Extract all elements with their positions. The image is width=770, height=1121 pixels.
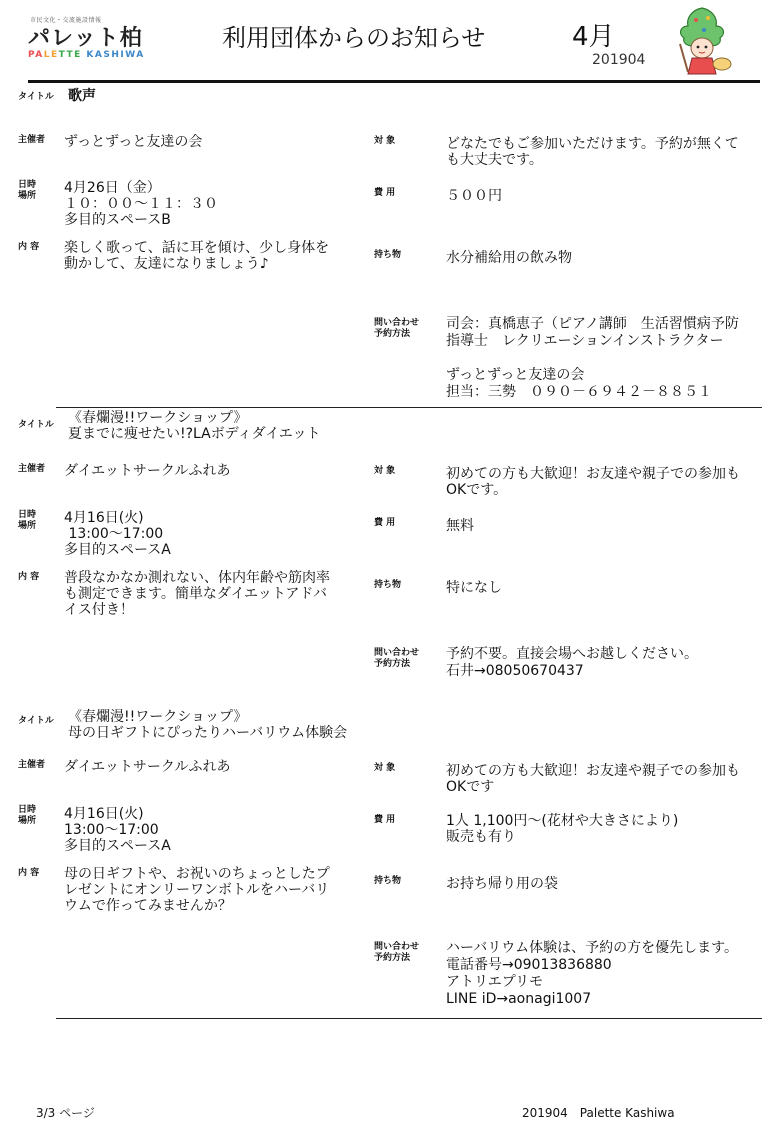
datetime-label: 日時 場所 [18,805,37,826]
fee-label: 費 用 [374,188,396,198]
logo-subtext: PALETTE KASHIWA [28,50,145,60]
belongings-label: 持ち物 [374,876,402,886]
target-value: 初めての方も大歓迎！お友達や親子での参加も OKです [446,763,740,795]
fee-value: 1人 1,100円〜(花材や大きさにより) 販売も有り [446,813,679,845]
belongings-label: 持ち物 [374,250,402,260]
target-value: 初めての方も大歓迎！お友達や親子での参加も OKです。 [446,466,740,498]
fee-value: ５００円 [446,188,502,204]
organizer-label: 主催者 [18,135,46,145]
event-title: 《春爛漫!!ワークショップ》 母の日ギフトにぴったりハーバリウム体験会 [68,709,348,741]
event-title: 《春爛漫!!ワークショップ》 夏までに痩せたい!?LAボディダイエット [68,410,321,442]
logo-text: パレット柏 [28,26,143,51]
datetime-value: 4月16日(火) 13:00〜17:00 多目的スペースA [64,806,171,854]
content-label: 内 容 [18,572,40,582]
inquiry-value: 司会：真橋恵子（ピアノ講師 生活習慣病予防 指導士 レクリエーションインストラクター ずっとずっと友達の会 担当：三勢 ０９０－６９４２－８８５１ [446,316,739,400]
header-divider [28,80,760,83]
page-number: 3/3 ページ [36,1106,95,1120]
inquiry-value: 予約不要。直接会場へお越しください。 石井→08050670437 [446,646,698,679]
section-divider [56,1018,762,1019]
footer-credit: 201904 Palette Kashiwa [522,1106,675,1120]
organizer-label: 主催者 [18,464,46,474]
month-label: 4月 [572,22,615,52]
target-value: どなたでもご参加いただけます。予約が無くて も大丈夫です。 [446,136,739,168]
organizer-label: 主催者 [18,760,46,770]
organizer-value: ずっとずっと友達の会 [64,134,203,150]
fee-value: 無料 [446,518,474,534]
target-label: 対 象 [374,136,396,146]
target-label: 対 象 [374,466,396,476]
logo-tagline: 市民文化・交流施設情報 [30,17,102,24]
organizer-value: ダイエットサークルふれあ [64,463,231,479]
target-label: 対 象 [374,763,396,773]
content-value: 楽しく歌って、話に耳を傾け、少し身体を 動かして、友達になりましょう♪ [64,240,330,272]
fee-label: 費 用 [374,815,396,825]
content-value: 普段なかなか測れない、体内年齢や筋肉率 も測定できます。簡単なダイエットアドバ イス付き！ [64,570,330,618]
datetime-label: 日時 場所 [18,510,37,531]
belongings-value: 水分補給用の飲み物 [446,250,572,266]
fee-label: 費 用 [374,518,396,528]
title-label: タイトル [18,716,54,726]
inquiry-label: 問い合わせ 予約方法 [374,648,420,669]
organizer-value: ダイエットサークルふれあ [64,759,231,775]
title-label: タイトル [18,92,54,102]
page-title: 利用団体からのお知らせ [222,24,486,52]
content-label: 内 容 [18,242,40,252]
datetime-value: 4月26日（金） １０：００〜１１：３０ 多目的スペースB [64,180,218,228]
belongings-value: 特になし [446,580,502,596]
datetime-label: 日時 場所 [18,180,37,201]
belongings-label: 持ち物 [374,580,402,590]
inquiry-value: ハーバリウム体験は、予約の方を優先します。 電話番号→09013836880 アトリエプリモ LINE iD→aonagi1007 [446,940,739,1007]
section-divider [56,407,762,408]
datetime-value: 4月16日(火) 13:00〜17:00 多目的スペースA [64,510,171,558]
event-title: 歌声 [68,88,96,104]
inquiry-label: 問い合わせ 予約方法 [374,318,420,339]
belongings-value: お持ち帰り用の袋 [446,876,558,892]
title-label: タイトル [18,420,54,430]
content-label: 内 容 [18,868,40,878]
issue-number: 201904 [592,52,646,68]
inquiry-label: 問い合わせ 予約方法 [374,942,420,963]
mascot-character-icon [666,4,738,76]
content-value: 母の日ギフトや、お祝いのちょっとしたプ レゼントにオンリーワンボトルをハーバリ ウムで作ってみませんか？ [64,866,330,914]
